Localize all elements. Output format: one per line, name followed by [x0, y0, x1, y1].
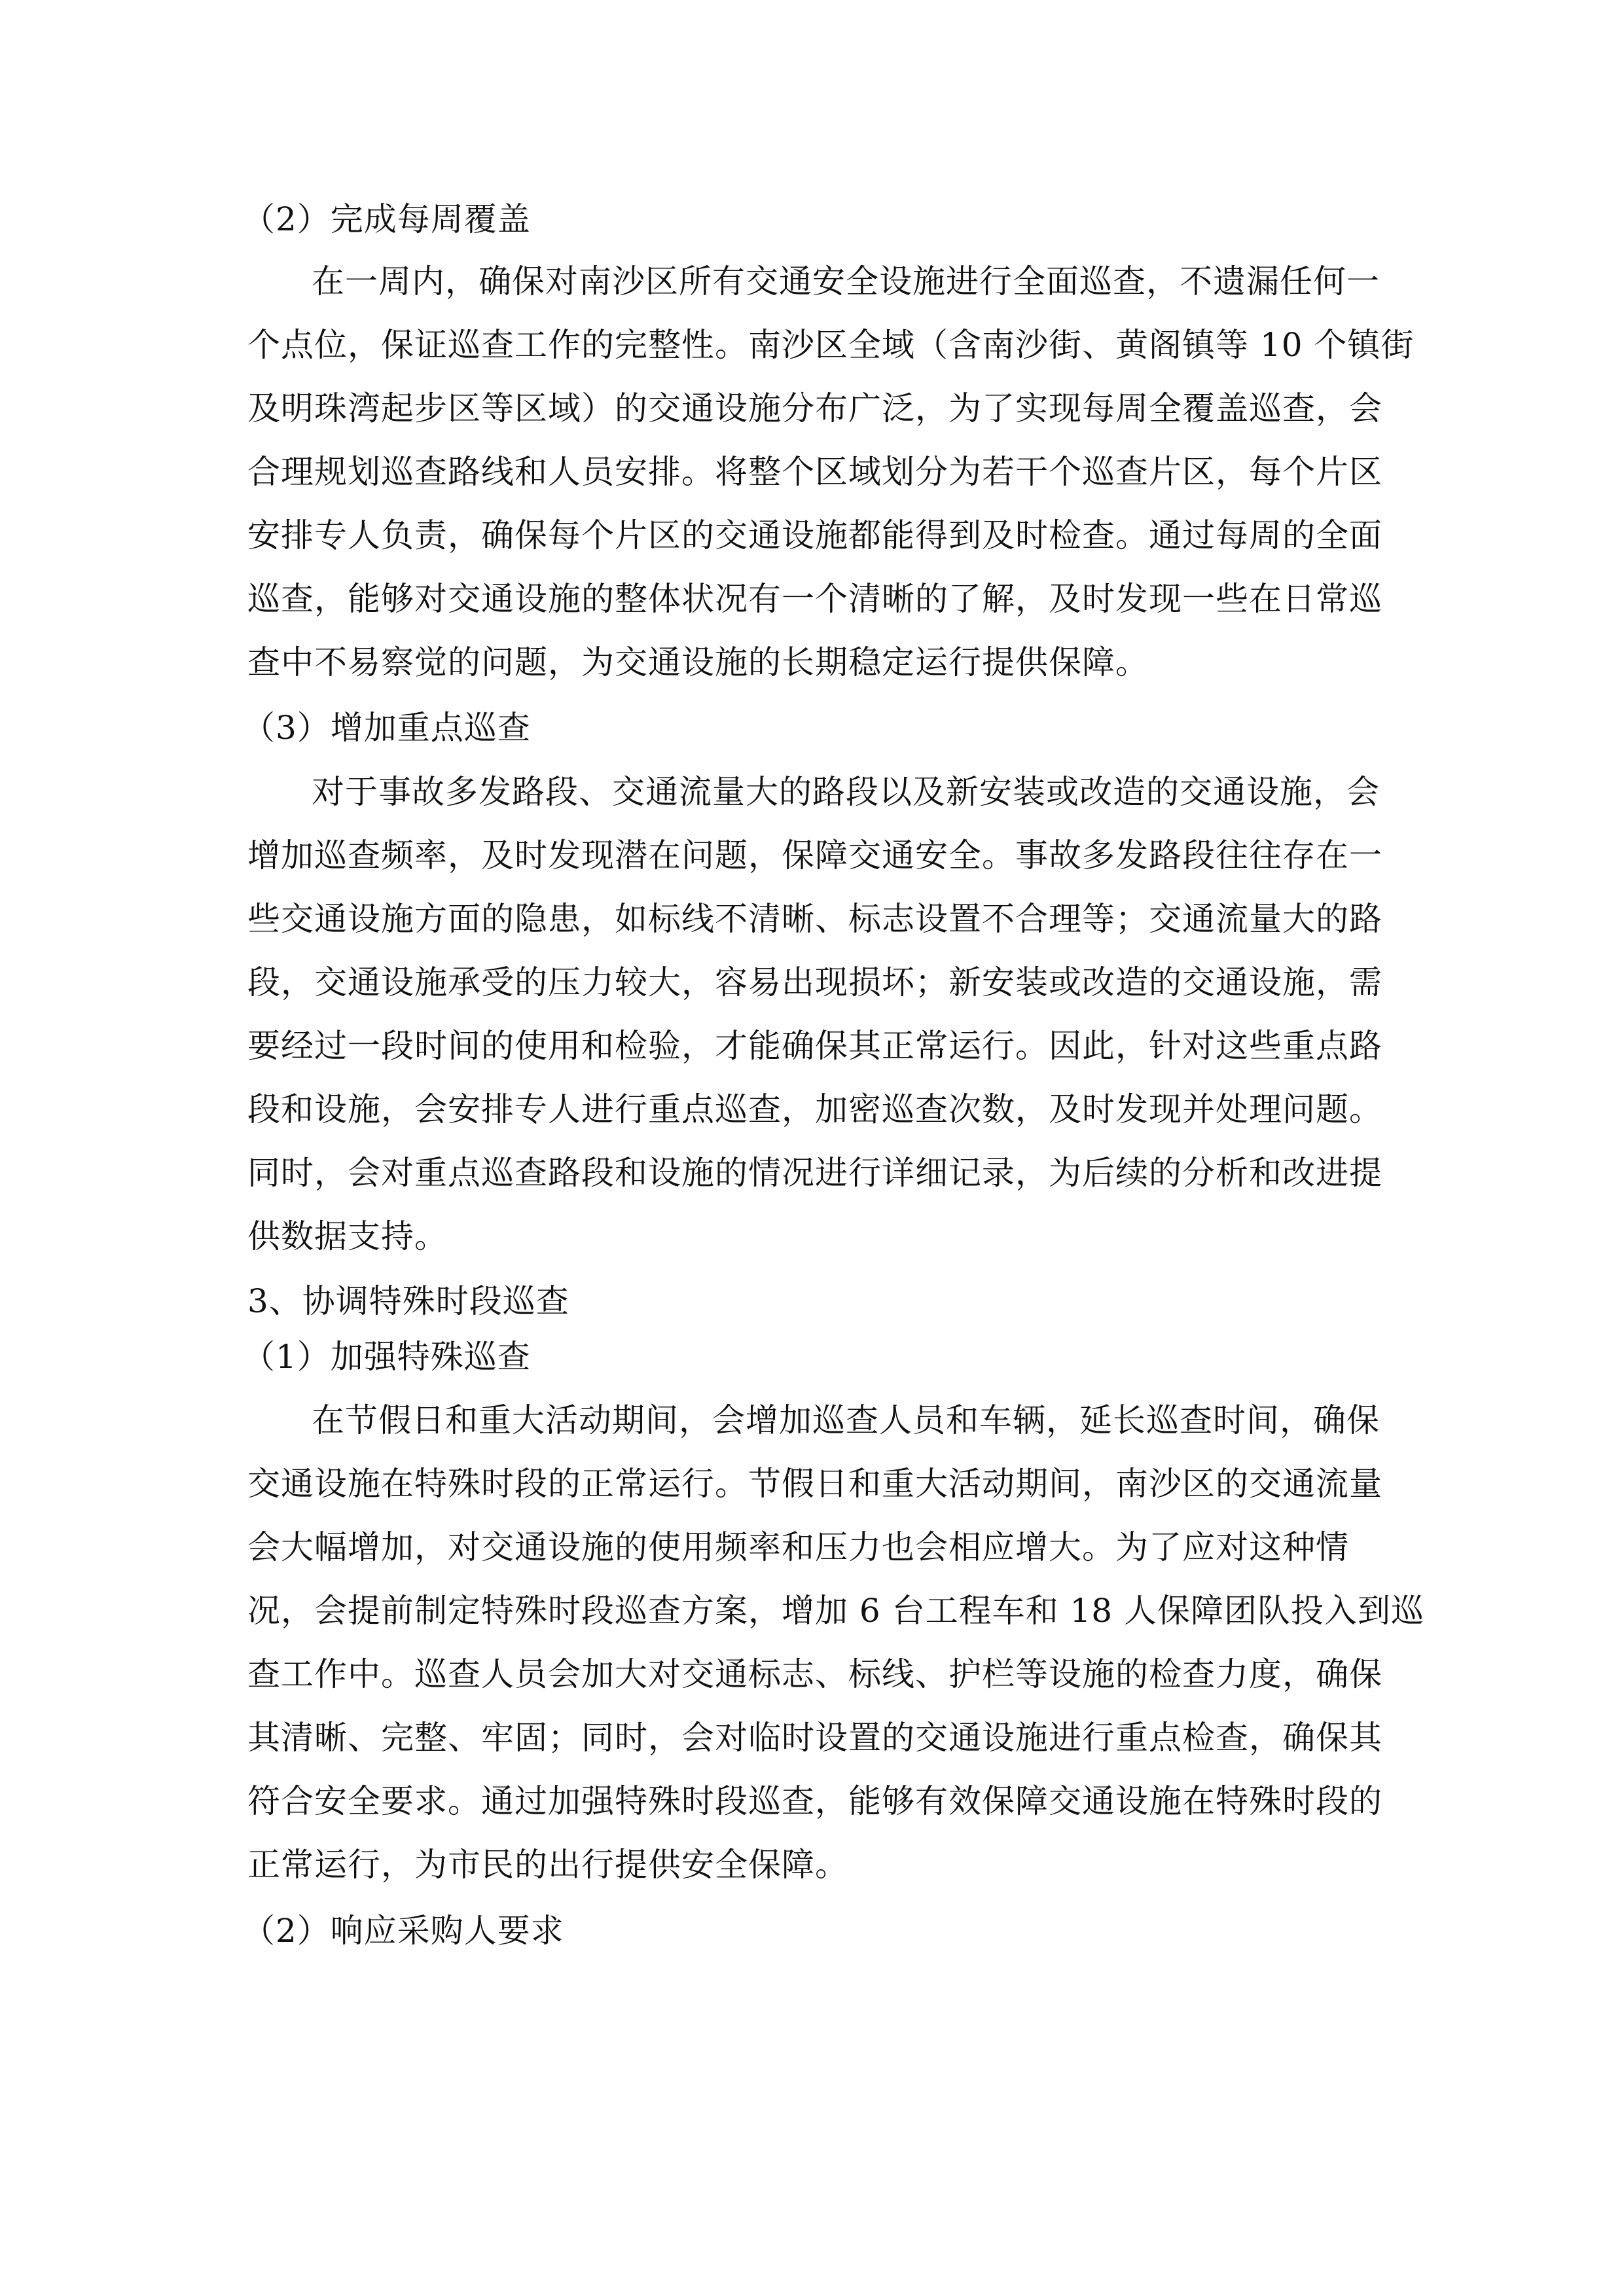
paragraph-line: 段和设施，会安排专人进行重点巡查，加密巡查次数，及时发现并处理问题。 [247, 1090, 1382, 1128]
paragraph-line: 合理规划巡查路线和人员安排。将整个区域划分为若干个巡查片区，每个片区 [247, 453, 1382, 491]
paragraph-line: 些交通设施方面的隐患，如标线不清晰、标志设置不合理等；交通流量大的路 [247, 900, 1382, 938]
paragraph-line: 在一周内，确保对南沙区所有交通安全设施进行全面巡查，不遗漏任何一 [312, 262, 1380, 300]
paragraph-line: 要经过一段时间的使用和检验，才能确保其正常运行。因此，针对这些重点路 [247, 1027, 1382, 1065]
paragraph-line: 供数据支持。 [247, 1217, 448, 1255]
paragraph-line: 在节假日和重大活动期间，会增加巡查人员和车辆，延长巡查时间，确保 [312, 1401, 1380, 1439]
paragraph-line: 会大幅增加，对交通设施的使用频率和压力也会相应增大。为了应对这种情 [247, 1528, 1349, 1566]
paragraph-line: 其清晰、完整、牢固；同时，会对临时设置的交通设施进行重点检查，确保其 [247, 1719, 1382, 1757]
paragraph-line: 巡查，能够对交通设施的整体状况有一个清晰的了解，及时发现一些在日常巡 [247, 580, 1382, 618]
paragraph-line: 个点位，保证巡查工作的完整性。南沙区全域（含南沙街、黄阁镇等 10 个镇街 [247, 326, 1415, 364]
paragraph-line: 增加巡查频率，及时发现潜在问题，保障交通安全。事故多发路段往往存在一 [247, 836, 1382, 874]
section-heading-weekly-coverage: （2）完成每周覆盖 [242, 200, 531, 238]
paragraph-line: 符合安全要求。通过加强特殊时段巡查，能够有效保障交通设施在特殊时段的 [247, 1782, 1382, 1820]
section-heading-strengthen-special: （1）加强特殊巡查 [242, 1338, 531, 1376]
paragraph-line: 查中不易察觉的问题，为交通设施的长期稳定运行提供保障。 [247, 643, 1149, 681]
section-title-special-periods: 3、协调特殊时段巡查 [247, 1282, 569, 1320]
paragraph-line: 况，会提前制定特殊时段巡查方案，增加 6 台工程车和 18 人保障团队投入到巡 [247, 1592, 1425, 1630]
paragraph-line: 对于事故多发路段、交通流量大的路段以及新安装或改造的交通设施，会 [312, 773, 1380, 811]
section-heading-respond-purchaser: （2）响应采购人要求 [242, 1912, 564, 1950]
paragraph-line: 段，交通设施承受的压力较大，容易出现损坏；新安装或改造的交通设施，需 [247, 963, 1382, 1001]
section-heading-key-inspection: （3）增加重点巡查 [242, 709, 531, 747]
paragraph-line: 安排专人负责，确保每个片区的交通设施都能得到及时检查。通过每周的全面 [247, 516, 1382, 554]
paragraph-line: 及明珠湾起步区等区域）的交通设施分布广泛，为了实现每周全覆盖巡查，会 [247, 389, 1382, 427]
paragraph-line: 交通设施在特殊时段的正常运行。节假日和重大活动期间，南沙区的交通流量 [247, 1465, 1382, 1503]
paragraph-line: 正常运行，为市民的出行提供安全保障。 [247, 1846, 848, 1884]
paragraph-line: 查工作中。巡查人员会加大对交通标志、标线、护栏等设施的检查力度，确保 [247, 1655, 1382, 1693]
paragraph-line: 同时，会对重点巡查路段和设施的情况进行详细记录，为后续的分析和改进提 [247, 1154, 1382, 1192]
